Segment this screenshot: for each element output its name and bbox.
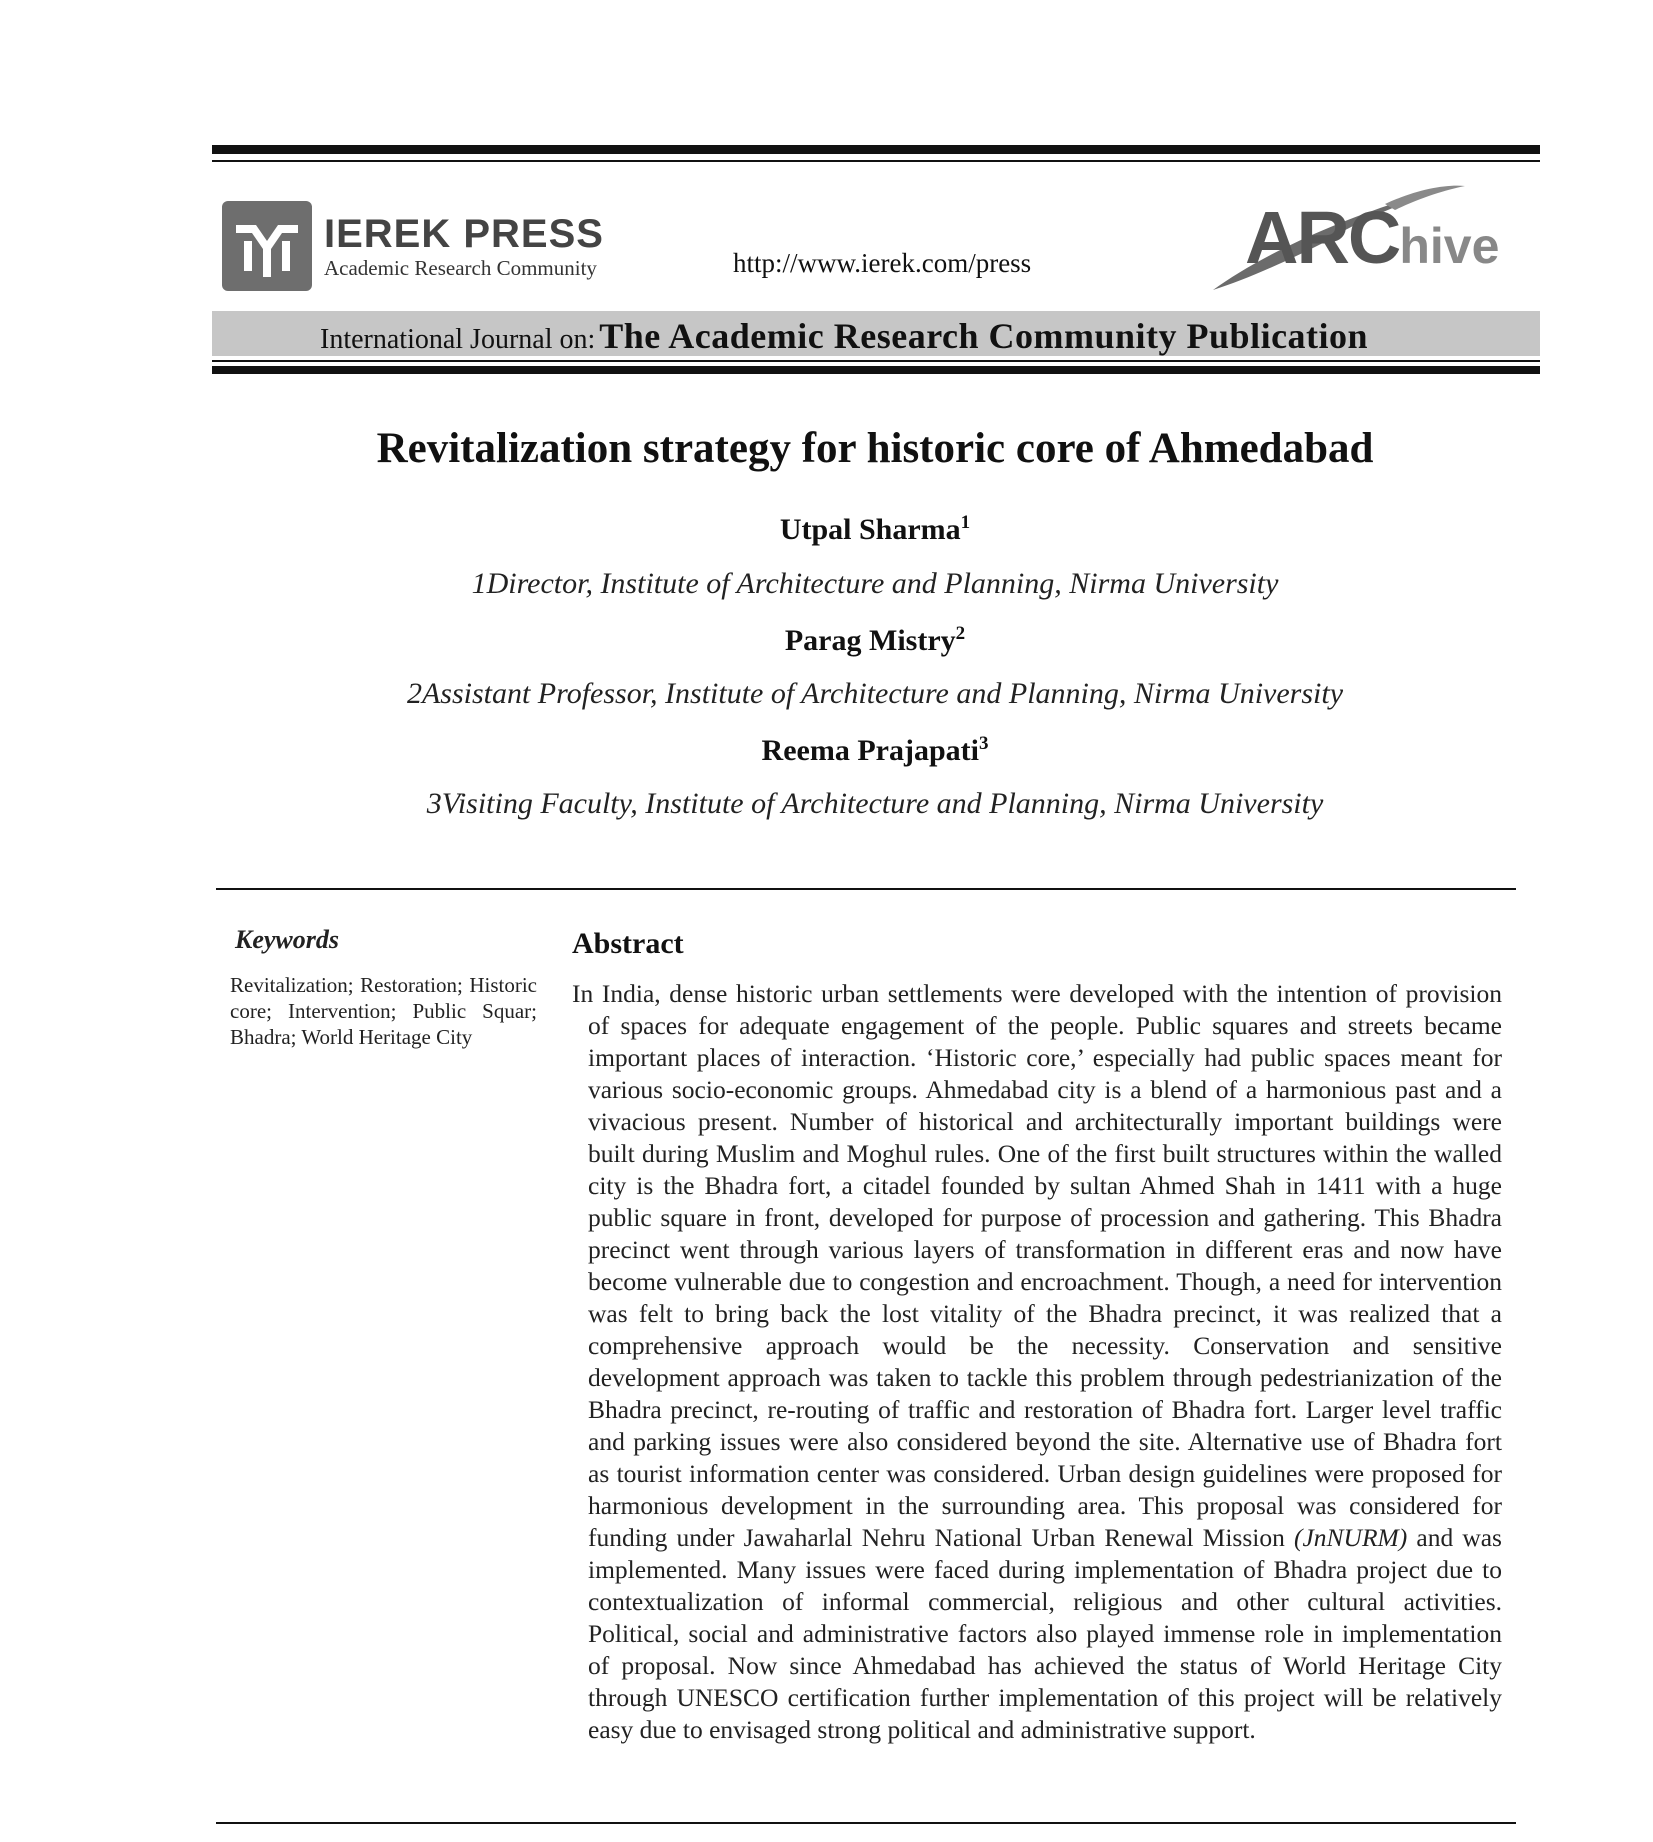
ierek-emblem-icon — [222, 201, 312, 291]
keywords-heading: Keywords — [235, 925, 339, 954]
publisher-name: IEREK PRESS — [324, 212, 604, 256]
author-affiliation: 3Visiting Faculty, Institute of Architecture and Planning, Nirma University — [426, 787, 1324, 820]
abstract-top-rule — [216, 888, 1516, 890]
journal-name: The Academic Research Community Publication — [599, 316, 1369, 356]
banner-rule-thick — [212, 366, 1540, 374]
author-affiliation: 1Director, Institute of Architecture and Planning, Nirma University — [471, 567, 1279, 600]
journal-prefix: International Journal on: — [320, 324, 596, 355]
ierek-press-logo — [222, 200, 604, 292]
paper-title: Revitalization strategy for historic core of Ahmedabad — [376, 425, 1374, 472]
archive-logo-suffix: hive — [1399, 218, 1500, 274]
banner-rule-thin — [212, 360, 1540, 362]
author-affiliation: 2Assistant Professor, Institute of Architecture and Planning, Nirma University — [406, 677, 1344, 710]
abstract-bottom-rule — [216, 1822, 1516, 1824]
header-rule-thick — [212, 145, 1540, 154]
author-name: Utpal Sharma$^1$ — [779, 512, 971, 546]
journal-title-line — [320, 315, 1368, 357]
archive-logo — [1205, 182, 1535, 297]
author-name: Parag Mistry$^2$ — [784, 623, 966, 657]
abstract-heading: Abstract — [572, 927, 684, 960]
abstract-body: In India, dense historic urban settlements were developed with the intention of provision of spaces for adequate engagement of the people. Public squares and streets became important places of interaction. ‘Historic core,’ especially had public spaces meant for various socio-economic groups. Ahmedabad city is a blend of a harmonious past and a vivacious present. Number of historical and architecturally important buildings were built during Muslim and Moghul rules. One of the first built structures within the walled city is the Bhadra fort, a citadel founded by sultan Ahmed Shah in 1411 with a huge public square in front, developed for purpose of procession and gathering. This Bhadra precinct went through various layers of transformation in different eras and now have become vulnerable due to congestion and encroachment. Though, a need for intervention was felt to bring back the lost vitality of the Bhadra precinct, it was realized that a comprehensive approach would be the necessity. Conservation and sensitive development approach was taken to tackle this problem through pedestrianization of the Bhadra precinct, re-routing of traffic and restoration of Bhadra fort. Larger level traffic and parking issues were also considered beyond the site. Alternative use of Bhadra fort as tourist information center was considered. Urban design guidelines were proposed for harmonious development in the surrounding area. This proposal was considered for funding under Jawaharlal Nehru National Urban Renewal Mission (JnNURM) and was implemented. Many issues were faced during implementation of Bhadra project due to contextualization of informal commercial, religious and other cultural activities. Political, social and administrative factors also played immense role in implementation of proposal. Now since Ahmedabad has achieved the status of World Heritage City through UNESCO certification further implementation of this project will be relatively easy due to envisaged strong political and administrative support. — [572, 979, 1502, 1744]
press-url-link[interactable]: http://www.ierek.com/press — [733, 248, 1032, 278]
keywords-list: Revitalization; Restoration; Historic core; Intervention; Public Squar; Bhadra; World Heritage City — [230, 973, 537, 1049]
header-rule-thin — [212, 160, 1540, 162]
author-name: Reema Prajapati$^3$ — [761, 733, 989, 767]
archive-logo-main: ARC — [1245, 196, 1400, 279]
publisher-subtitle: Academic Research Community — [324, 256, 597, 280]
